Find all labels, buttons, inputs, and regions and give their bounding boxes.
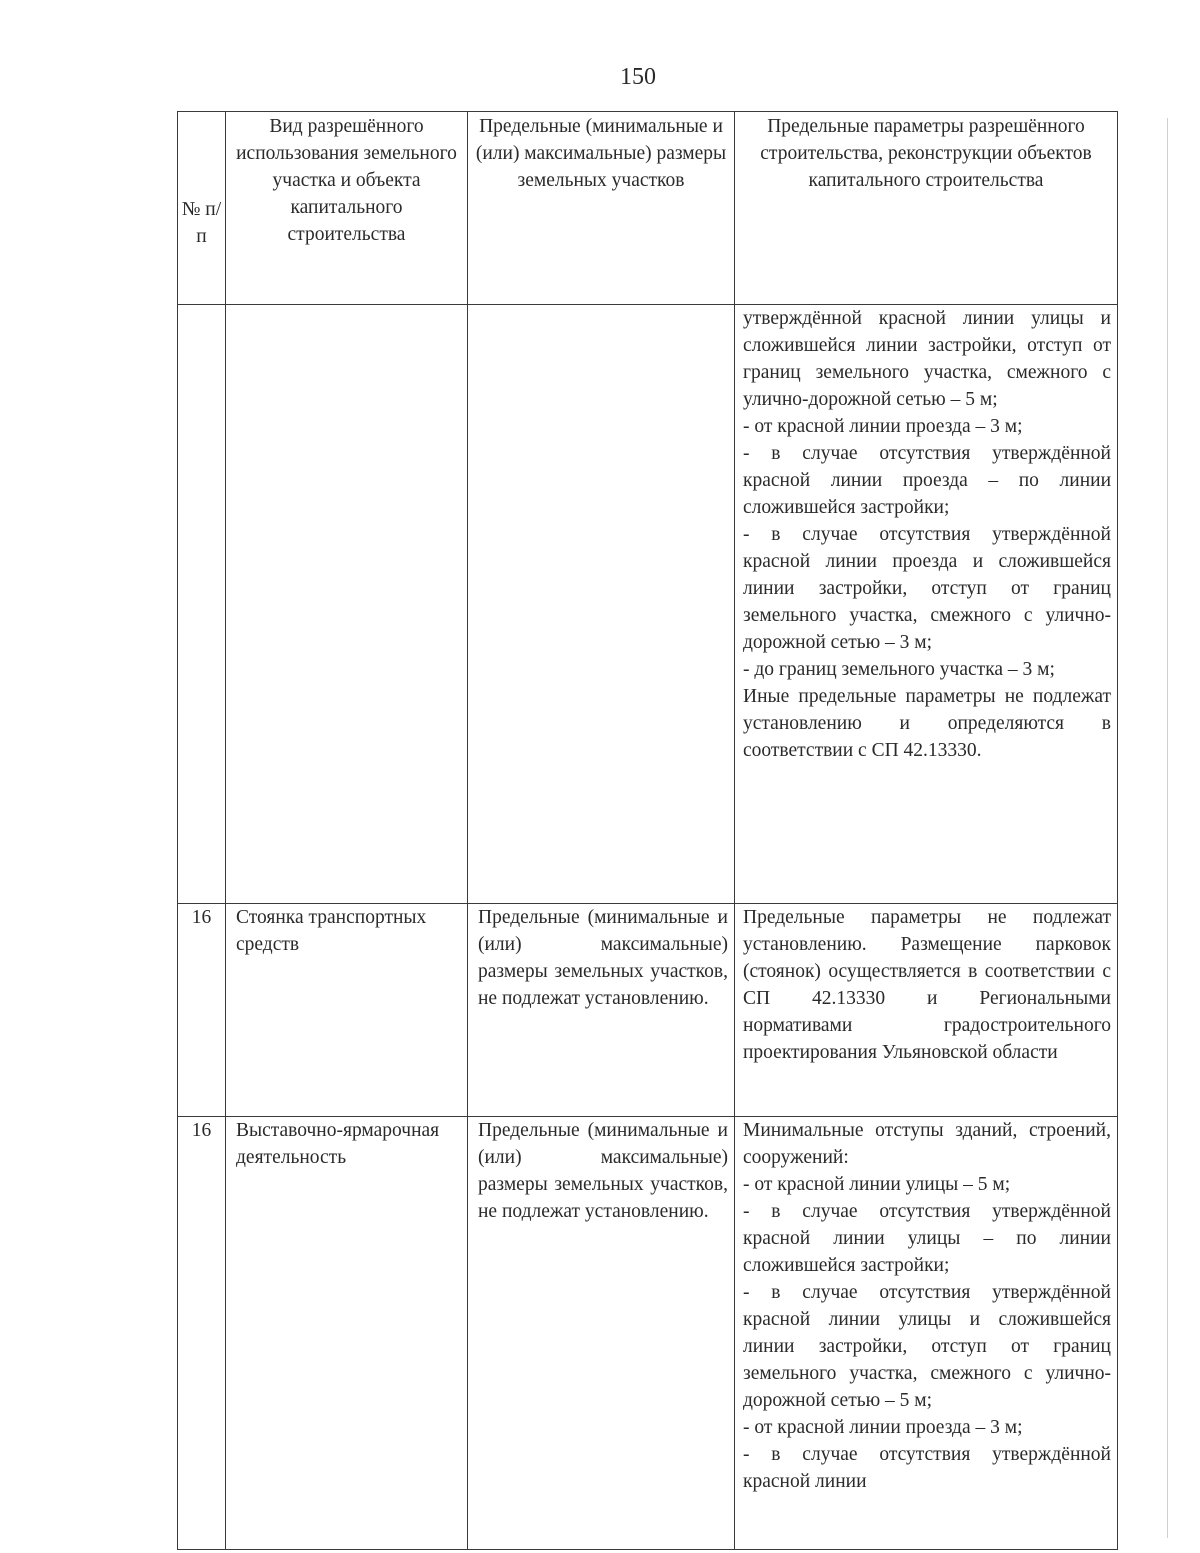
- table-row: [178, 305, 1118, 904]
- usage-kind: [226, 305, 468, 904]
- construction-params: [735, 904, 1118, 1117]
- param-line: - в случае отсутствия утверждённой красной линии проезда – по линии сложившейся застройки;: [743, 443, 1111, 518]
- param-line: - в случае отсутствия утверждённой красной линии улицы – по линии сложившейся застройки;: [743, 1201, 1111, 1276]
- param-line: - до границ земельного участка – 3 м;: [743, 659, 1055, 680]
- row-number: 16: [178, 904, 226, 1117]
- param-line: утверждённой красной линии улицы и сложившейся линии застройки, отступ от границ земельного участка, смежного с улично-дорожной сетью – 5 м;: [743, 308, 1111, 410]
- usage-kind: Стоянка транспортных средств: [226, 904, 468, 1117]
- table-row: [178, 1117, 1118, 1550]
- plot-size: Предельные (минимальные и (или) максимальные) размеры земельных участков, не подлежат установлению.: [468, 904, 735, 1117]
- header-plot-size: Предельные (минимальные и (или) максимальные) размеры земельных участков: [468, 112, 735, 305]
- construction-params: [735, 305, 1118, 904]
- header-usage-kind: Вид разрешённого использования земельного участка и объекта капитального строительства: [226, 112, 468, 305]
- row-number: 16: [178, 1117, 226, 1550]
- plot-size: Предельные (минимальные и (или) максимальные) размеры земельных участков, не подлежат установлению.: [468, 1117, 735, 1550]
- param-line: - в случае отсутствия утверждённой красной линии улицы и сложившейся линии застройки, отступ от границ земельного участка, смежного с улично-дорожной сетью – 5 м;: [743, 1282, 1111, 1411]
- page-number: 150: [620, 64, 656, 90]
- usage-kind: Выставочно-ярмарочная деятельность: [226, 1117, 468, 1550]
- table-header-row: [178, 112, 1118, 305]
- param-line: - от красной линии проезда – 3 м;: [743, 1417, 1023, 1438]
- plot-size: [468, 305, 735, 904]
- param-line: - от красной линии проезда – 3 м;: [743, 416, 1023, 437]
- param-line: Минимальные отступы зданий, строений, сооружений:: [743, 1120, 1111, 1168]
- param-line: - в случае отсутствия утверждённой красной линии проезда и сложившейся линии застройки, отступ от границ земельного участка, смежного с улично-дорожной сетью – 3 м;: [743, 524, 1111, 653]
- construction-params: [735, 1117, 1118, 1550]
- param-line: Иные предельные параметры не подлежат установлению и определяются в соответствии с СП 42.13330.: [743, 686, 1111, 761]
- header-number: № п/п: [178, 112, 226, 305]
- param-line: - в случае отсутствия утверждённой красной линии: [743, 1444, 1111, 1492]
- header-construction-params: Предельные параметры разрешённого строительства, реконструкции объектов капитального строительства: [735, 112, 1118, 305]
- zoning-parameters-table: [177, 111, 1118, 1550]
- table-row: [178, 904, 1118, 1117]
- param-line: Предельные параметры не подлежат установлению. Размещение парковок (стоянок) осуществляется в соответствии с СП 42.13330 и Региональными нормативами градостроительного проектирования Ульяновской области: [743, 907, 1111, 1063]
- scan-edge-line: [1167, 118, 1168, 1538]
- param-line: - от красной линии улицы – 5 м;: [743, 1174, 1011, 1195]
- row-number: [178, 305, 226, 904]
